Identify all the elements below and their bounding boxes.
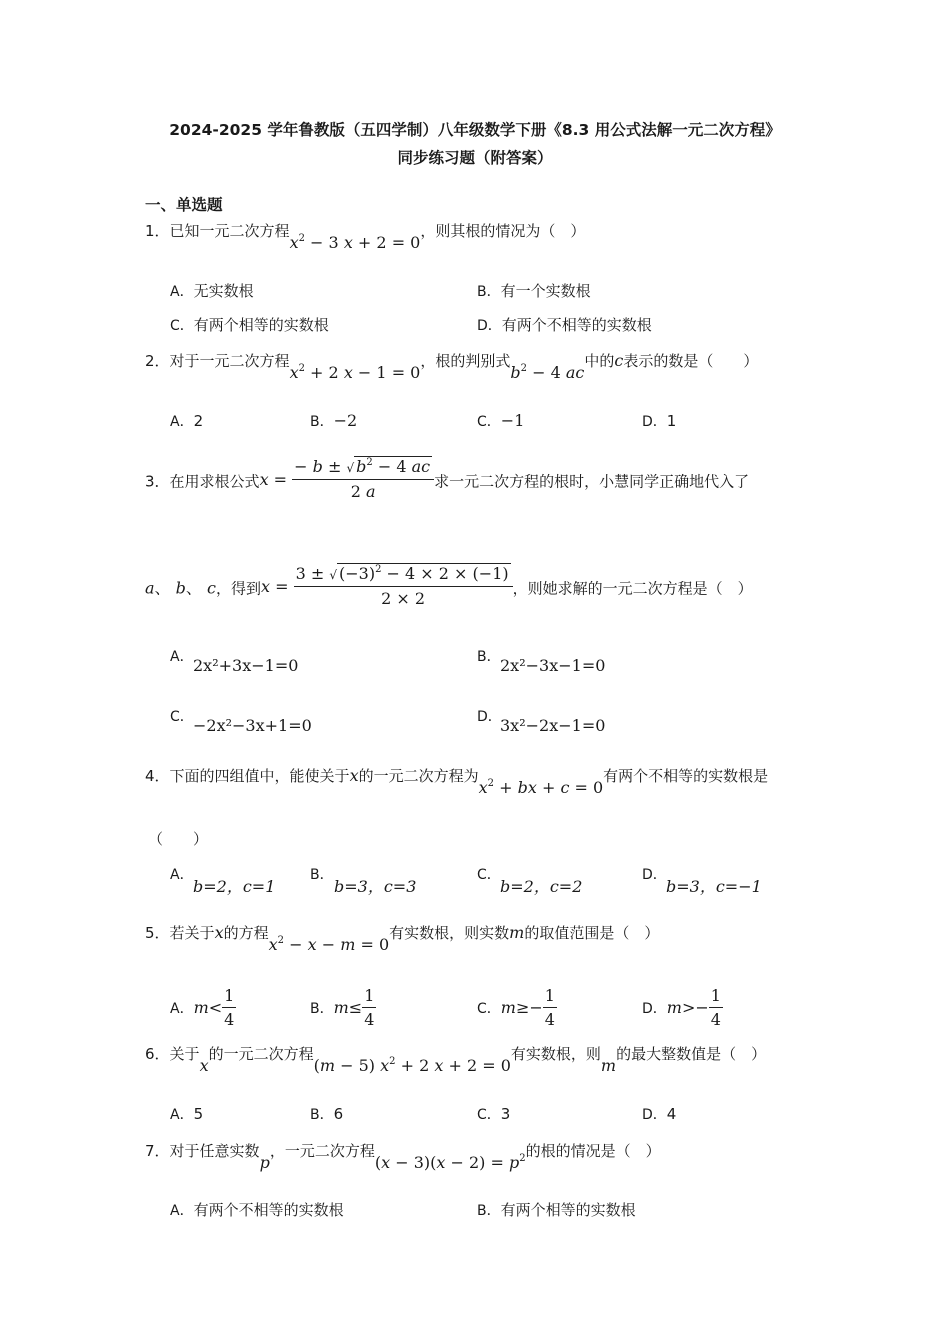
- question-text: 的最大整数值是（ ）: [616, 1045, 767, 1063]
- formula: $x^2 - x - m = 0$: [268, 935, 390, 954]
- variable: x: [214, 923, 224, 942]
- question-4: [145, 765, 769, 797]
- option-c: C．: [170, 709, 194, 725]
- option-d: D．有两个不相等的实数根: [477, 316, 652, 334]
- question-2: [145, 350, 759, 382]
- option-d: D．1: [642, 412, 677, 430]
- question-5: [145, 922, 660, 954]
- question-3-line2: [145, 565, 753, 613]
- option-a: A．: [170, 867, 194, 883]
- option-c: C．3: [477, 1105, 511, 1123]
- option-a-formula: b=2，c=1: [193, 877, 276, 896]
- question-number: 3．: [145, 472, 170, 491]
- page-subtitle: 同步练习题（附答案）: [397, 149, 553, 167]
- question-number: 4．: [145, 767, 170, 785]
- option-a: A．: [170, 649, 194, 665]
- substituted-formula: x = $\frac{3 \pm √ (-3)^2 - 4 \times 2 \times (-1)}{2 \times 2}$: [261, 577, 513, 596]
- variable: m: [600, 1056, 617, 1075]
- question-text: 的一元二次方程为: [358, 767, 479, 785]
- question-text: 下面的四组值中，能使关于: [169, 767, 350, 785]
- question-text: ，则其根的情况为（ ）: [420, 222, 586, 240]
- question-text: 对于任意实数: [169, 1142, 260, 1160]
- option-b: B．6: [310, 1105, 344, 1123]
- option-c-formula: b=2，c=2: [500, 877, 583, 896]
- answer-paren: （ ）: [148, 830, 209, 848]
- page-title: 2024-2025 学年鲁教版（五四学制）八年级数学下册《8.3 用公式法解一元二次方程》: [169, 121, 781, 139]
- option-b: B．−2: [310, 411, 358, 430]
- question-text: 有两个不相等的实数根是: [603, 767, 769, 785]
- question-number: 7．: [145, 1142, 170, 1160]
- formula: $(x - 3)(x - 2) = p^2$: [374, 1153, 526, 1172]
- question-text: 关于: [169, 1045, 200, 1063]
- question-number: 6．: [145, 1045, 170, 1063]
- option-b: B．: [310, 867, 334, 883]
- option-b: B．m≤ $\frac{1}{4}$: [310, 986, 375, 1029]
- option-b: B．有两个相等的实数根: [477, 1201, 636, 1219]
- option-d: D．: [642, 867, 667, 883]
- question-text: 有实数根，则: [510, 1045, 601, 1063]
- option-c: C．: [477, 867, 501, 883]
- question-text: ，得到: [215, 579, 261, 598]
- variable: p: [259, 1153, 270, 1172]
- option-a: A．2: [170, 412, 204, 430]
- question-number: 1．: [145, 222, 170, 240]
- formula: $x^2$ + bx + c = 0: [478, 778, 604, 797]
- question-text: 在用求根公式: [169, 472, 260, 491]
- question-text: 对于一元二次方程: [169, 352, 290, 370]
- option-a: A．5: [170, 1105, 204, 1123]
- option-b: B．: [477, 649, 501, 665]
- question-1: [145, 220, 586, 252]
- option-d: D．: [477, 709, 502, 725]
- question-text: ，一元二次方程: [269, 1142, 375, 1160]
- option-d-formula: 3x²−2x−1=0: [500, 716, 606, 735]
- option-c: C．有两个相等的实数根: [170, 316, 329, 334]
- section-heading: 一、单选题: [145, 196, 223, 214]
- question-text: 的方程: [223, 924, 269, 942]
- question-text: 表示的数是（ ）: [623, 352, 759, 370]
- question-text: ，根的判别式: [420, 352, 511, 370]
- formula: (m − 5) $x^2 + 2$ x + 2 = 0: [313, 1056, 511, 1075]
- formula: $b^2 - 4$ ac: [510, 363, 585, 382]
- variable: x: [199, 1056, 209, 1075]
- question-text: 的根的情况是（ ）: [525, 1142, 661, 1160]
- question-6: [145, 1043, 767, 1075]
- option-b-formula: b=3，c=3: [334, 877, 417, 896]
- option-d: D．4: [642, 1105, 677, 1123]
- question-text: 的一元二次方程: [208, 1045, 314, 1063]
- variables: a、 b、 c: [145, 578, 216, 598]
- option-b-formula: 2x²−3x−1=0: [500, 656, 606, 675]
- option-a: A．无实数根: [170, 282, 254, 300]
- question-text: 有实数根，则实数: [389, 924, 510, 942]
- option-a-formula: 2x²+3x−1=0: [193, 656, 299, 675]
- question-text: 中的: [584, 352, 615, 370]
- question-3: [145, 458, 749, 506]
- option-a: A．有两个不相等的实数根: [170, 1201, 344, 1219]
- question-7: [145, 1140, 661, 1172]
- question-number: 2．: [145, 352, 170, 370]
- question-text: ，则她求解的一元二次方程是（ ）: [512, 579, 753, 598]
- option-c: C．−1: [477, 411, 525, 430]
- option-b: B．有一个实数根: [477, 282, 591, 300]
- option-d-formula: b=3，c=−1: [666, 877, 762, 896]
- option-d: D．m>− $\frac{1}{4}$: [642, 986, 721, 1029]
- quadratic-formula: x = $\frac{- b \pm √ b^2 - 4 ac}{2 a}$: [260, 470, 435, 489]
- question-text: 若关于: [169, 924, 215, 942]
- question-number: 5．: [145, 924, 170, 942]
- question-text: 的取值范围是（ ）: [524, 924, 660, 942]
- option-c: C．m≥− $\frac{1}{4}$: [477, 986, 555, 1029]
- variable: c: [614, 351, 624, 370]
- formula: $x^2 - 3$ x + 2 = 0: [289, 233, 421, 252]
- option-c-formula: −2x²−3x+1=0: [193, 716, 312, 735]
- question-text: 求一元二次方程的根时，小慧同学正确地代入了: [434, 472, 750, 491]
- variable: x: [349, 766, 359, 785]
- variable: m: [509, 923, 525, 942]
- question-text: 已知一元二次方程: [169, 222, 290, 240]
- option-a: A．m< $\frac{1}{4}$: [170, 986, 235, 1029]
- formula: $x^2 + 2$ x − 1 = 0: [289, 363, 421, 382]
